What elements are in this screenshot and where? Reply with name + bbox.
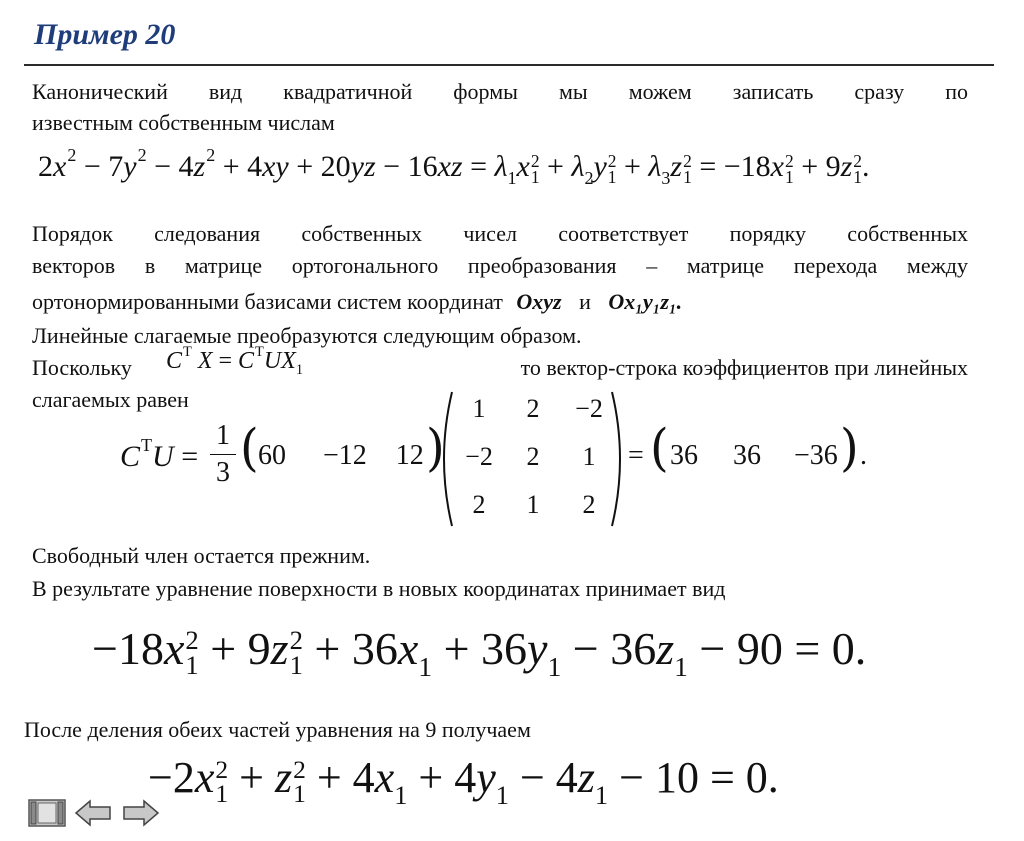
equation-quadratic-form: $2x^2 - 7y^2 - 4z^2 + 4xy + 20yz - 16xz = \lambda_1x$ 2 1 + $\lambda_2y$ 2 1 + $\lambda_3z$ 2 1 = −18x 2 1 + 9z 2 1 . — [38, 144, 870, 189]
coordinate-system-ox1y1z1: Ox₁y₁z₁. — [608, 289, 683, 314]
conjunction-and: и — [579, 289, 591, 314]
row-vector-open-paren: ( — [240, 418, 259, 478]
matrix-cell: 1 — [582, 442, 596, 471]
matrix-cell: 2 — [526, 442, 540, 471]
paragraph-1-line-2: известным собственным числам — [32, 110, 335, 135]
home-icon[interactable] — [28, 799, 66, 827]
equation-final: −2x 2 1 + z 2 1 + $4x_1 + 4y_1 - 4z_1 - 10 = 0$. — [148, 753, 779, 810]
paragraph-2-line-1: Порядок следования собственных чисел соответствует порядку собственных — [32, 221, 968, 246]
back-arrow-icon[interactable] — [74, 799, 112, 827]
row-vector-item: 12 — [395, 440, 424, 471]
matrix-cell: −2 — [465, 442, 493, 471]
fraction-denominator: 3 — [216, 457, 230, 488]
paragraph-2-line-2: векторов в матрице ортогонального преобразования – матрице перехода между — [32, 253, 968, 278]
matrix-cell: 2 — [582, 490, 596, 519]
paragraph-3: Линейные слагаемые преобразуются следующим образом. — [32, 323, 582, 348]
fraction-one-third — [210, 420, 236, 489]
matrix-cell: 1 — [526, 490, 540, 519]
matrix-lhs: $C^TU$ = — [120, 434, 199, 473]
equals-sign: = — [628, 440, 644, 471]
paragraph-4-end: то вектор-строка коэффициентов при линейных — [520, 355, 968, 380]
result-open-paren: ( — [650, 418, 669, 478]
row-vector-close-paren: ) — [426, 418, 445, 478]
paragraph-4-start: Поскольку — [32, 355, 132, 380]
forward-arrow-icon[interactable] — [122, 799, 160, 827]
paragraph-7: После деления обеих частей уравнения на 9 получаем — [24, 717, 531, 742]
result-close-paren: ) — [840, 418, 859, 478]
fraction-bar — [210, 454, 236, 455]
row-vector — [258, 440, 424, 472]
row-vector-item: 60 — [258, 440, 286, 471]
coordinate-system-oxyz: Oxyz — [516, 289, 562, 314]
result-vector — [670, 440, 838, 472]
page-title: Пример 20 — [34, 18, 176, 51]
equation-ctx: $C^T$ $X = C^TUX_1$ — [166, 343, 304, 379]
equation-surface-new-coords: −18x 2 1 + 9z 2 1 + $36x_1 + 36y_1 - 36z_1 - 90 = 0$. — [92, 623, 867, 683]
result-item: 36 — [670, 440, 698, 471]
paragraph-2-line-3 — [32, 286, 968, 317]
paragraph-5: Свободный член остается прежним. — [32, 543, 371, 568]
paragraph-4-line-2: слагаемых равен — [32, 387, 189, 412]
row-vector-item: −12 — [323, 440, 367, 471]
result-period: . — [860, 440, 867, 471]
matrix-cell: 2 — [526, 394, 540, 423]
title-divider — [24, 64, 994, 66]
matrix-cell: −2 — [575, 394, 603, 423]
matrix-cell: 2 — [472, 490, 486, 519]
paragraph-1-line-1: Канонический вид квадратичной формы мы можем записать сразу по — [32, 79, 968, 104]
matrix-cell: 1 — [472, 394, 486, 423]
paragraph-6: В результате уравнение поверхности в новых координатах принимает вид — [32, 576, 726, 601]
fraction-numerator: 1 — [216, 420, 230, 451]
paragraph-2-line-3-text: ортонормированными базисами систем координат — [32, 289, 503, 314]
result-item: −36 — [794, 440, 838, 471]
result-item: 36 — [733, 440, 761, 471]
